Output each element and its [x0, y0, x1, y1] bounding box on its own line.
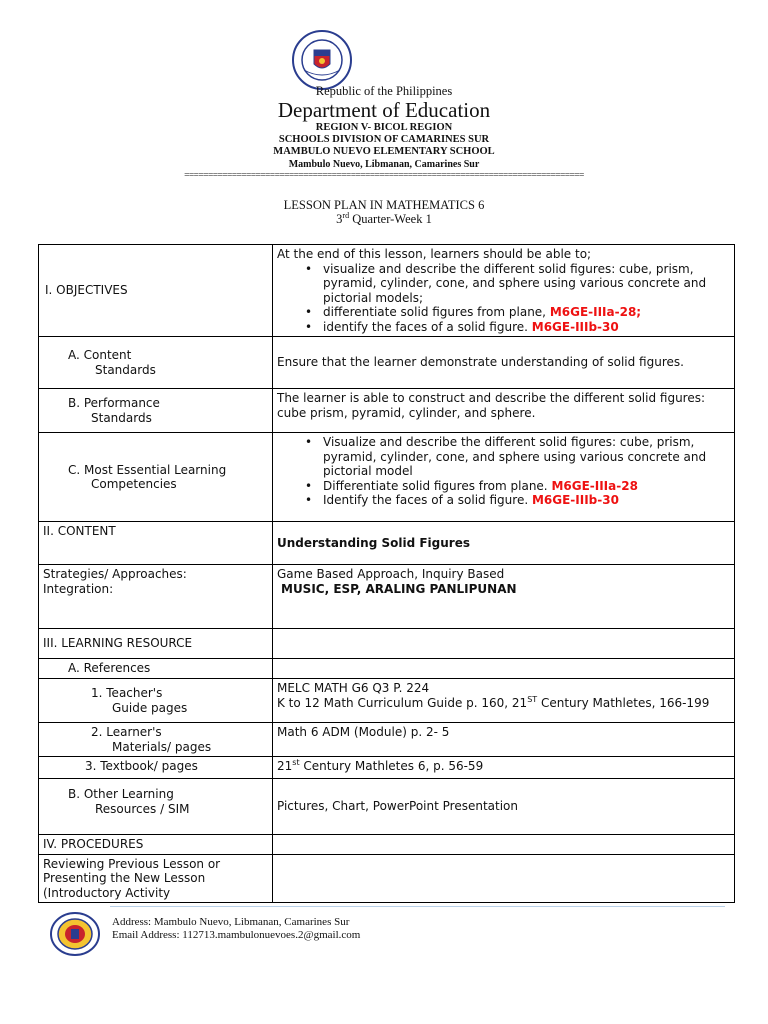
content-text: Understanding Solid Figures [273, 522, 735, 565]
content-standards-text: Ensure that the learner demonstrate understanding of solid figures. [273, 337, 735, 389]
textbook-label: 3. Textbook/ pages [39, 757, 273, 779]
republic-line: Republic of the Philippines [315, 84, 453, 98]
content-row [39, 522, 735, 565]
review-cell [273, 854, 735, 903]
teachers-guide-row [39, 679, 735, 723]
learning-resource-row [39, 629, 735, 659]
department-title: Department of Education [277, 98, 491, 122]
learning-resource-label: III. LEARNING RESOURCE [39, 629, 273, 659]
procedures-cell [273, 835, 735, 855]
learning-resource-cell [273, 629, 735, 659]
melc-item: • Visualize and describe the different solid figures: cube, prism, pyramid, cylinder, cone, and sphere using various concrete and pictorial model [277, 435, 730, 479]
other-resources-label: B. Other Learning Resources / SIM [39, 779, 273, 835]
region-line: REGION V- BICOL REGION [315, 122, 453, 133]
footer-address: Address: Mambulo Nuevo, Libmanan, Camarines Sur [112, 916, 350, 928]
lesson-plan-title: LESSON PLAN IN MATHEMATICS 6 [283, 198, 485, 212]
objectives-label: I. OBJECTIVES [39, 245, 273, 337]
lesson-plan-table [38, 244, 735, 903]
procedures-row [39, 835, 735, 855]
deped-seal-logo [292, 30, 352, 90]
objective-item: • identify the faces of a solid figure. M6GE-IIIb-30 [277, 320, 730, 335]
melc-row [39, 433, 735, 522]
melc-label: C. Most Essential Learning Competencies [39, 433, 273, 522]
review-row [39, 854, 735, 903]
performance-standards-label: B. Performance Standards [39, 389, 273, 433]
textbook-row [39, 757, 735, 779]
references-label: A. References [39, 659, 273, 679]
school-name: MAMBULO NUEVO ELEMENTARY SCHOOL [273, 146, 495, 157]
content-label: II. CONTENT [39, 522, 273, 565]
quarter-line: 3rd Quarter-Week 1 [336, 210, 432, 226]
objective-item: • differentiate solid figures from plane, M6GE-IIIa-28; [277, 305, 730, 320]
header-divider: ==================================================================================== [184, 171, 584, 181]
textbook-text: 21st Century Mathletes 6, p. 56-59 [273, 757, 735, 779]
learners-materials-row [39, 723, 735, 757]
strategies-label: Strategies/ Approaches: Integration: [39, 565, 273, 629]
strategies-row [39, 565, 735, 629]
footer-divider [110, 906, 725, 907]
content-standards-row [39, 337, 735, 389]
references-cell [273, 659, 735, 679]
learners-materials-text: Math 6 ADM (Module) p. 2- 5 [273, 723, 735, 757]
performance-standards-row [39, 389, 735, 433]
school-logo [50, 912, 100, 956]
other-resources-row [39, 779, 735, 835]
references-row [39, 659, 735, 679]
review-label: Reviewing Previous Lesson or Presenting the New Lesson (Introductory Activity [39, 854, 273, 903]
objectives-cell: At the end of this lesson, learners should be able to; • visualize and describe the different solid figures: cube, prism, pyramid, cylinder, cone, and sphere using various concrete and pictorial models; • differentiate solid figures from plane, M6GE-IIIa-28; • identify the faces of a solid figure. M6GE-IIIb-30 [273, 245, 735, 337]
division-line: SCHOOLS DIVISION OF CAMARINES SUR [278, 134, 490, 145]
performance-standards-text: The learner is able to construct and describe the different solid figures: cube prism, pyramid, cylinder, and sphere. [273, 389, 735, 433]
content-standards-label: A. Content Standards [39, 337, 273, 389]
school-address: Mambulo Nuevo, Libmanan, Camarines Sur [288, 159, 480, 170]
footer-email: Email Address: 112713.mambulonuevoes.2@gmail.com [112, 929, 361, 941]
learners-materials-label: 2. Learner's Materials/ pages [39, 723, 273, 757]
procedures-label: IV. PROCEDURES [39, 835, 273, 855]
strategies-cell: Game Based Approach, Inquiry Based MUSIC, ESP, ARALING PANLIPUNAN [273, 565, 735, 629]
teachers-guide-label: 1. Teacher's Guide pages [39, 679, 273, 723]
objective-item: • visualize and describe the different solid figures: cube, prism, pyramid, cylinder, cone, and sphere using various concrete and pictorial models; [277, 262, 730, 306]
teachers-guide-text: MELC MATH G6 Q3 P. 224 K to 12 Math Curriculum Guide p. 160, 21ST Century Mathletes, 166-199 [273, 679, 735, 723]
objectives-row [39, 245, 735, 337]
melc-cell [273, 433, 735, 522]
other-resources-text: Pictures, Chart, PowerPoint Presentation [273, 779, 735, 835]
melc-item: • Differentiate solid figures from plane. M6GE-IIIa-28 [277, 479, 730, 494]
melc-item: • Identify the faces of a solid figure. M6GE-IIIb-30 [277, 493, 730, 508]
